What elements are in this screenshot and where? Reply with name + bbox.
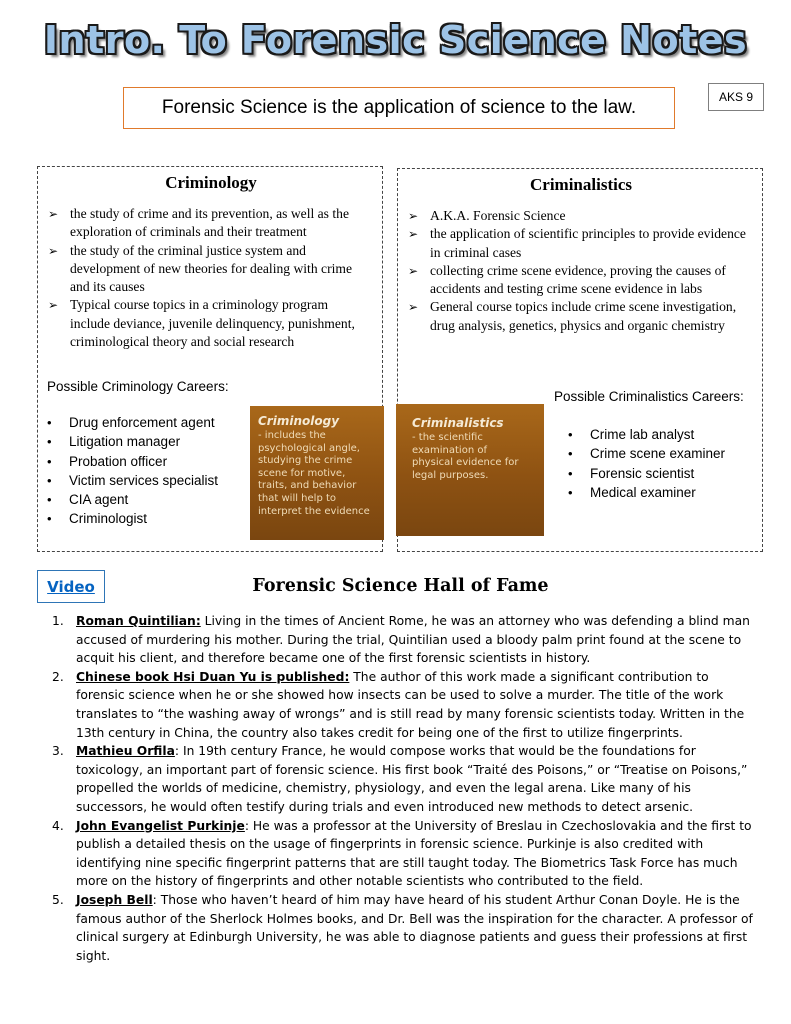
list-item: • Litigation manager — [47, 432, 247, 451]
list-item: 2. Chinese book Hsi Duan Yu is published: The author of this work made a significant contribution to forensic science when he or she showed how insects can be used to solve a murder. The title of the work translates to “the washing away of wrongs” and is still read by many forensic scientists today. Written in the 13th century in China, the country also takes credit for being one of the first to utilize fingerprints. — [52, 669, 745, 740]
fame-name: Roman Quintilian: — [76, 614, 201, 628]
list-item: ➢ the study of the criminal justice system and development of new theories for dealing with crime and its causes — [48, 242, 366, 297]
criminalistics-careers-list — [568, 425, 758, 502]
page-title: Intro. To Forensic Science Notes — [43, 18, 748, 62]
fame-name: John Evangelist Purkinje — [76, 818, 245, 833]
aks-badge: AKS 9 — [708, 83, 764, 111]
list-item: ➢ collecting crime scene evidence, proving the causes of accidents and testing crime scene evidence in labs — [408, 262, 753, 299]
list-item: 5. Joseph Bell: Those who haven’t heard of him may have heard of his student Arthur Conan Doyle. He is the famous author of the Sherlock Holmes books, and Dr. Bell was the inspiration for the character. A professor of clinical surgery at Edinburgh University, he was able to diagnose patients and guess their professions at first sight. — [52, 892, 753, 963]
list-item: • Forensic scientist — [568, 464, 758, 483]
list-item: ➢ A.K.A. Forensic Science — [408, 207, 753, 225]
list-item: • CIA agent — [47, 490, 247, 509]
list-item: • Drug enforcement agent — [47, 413, 247, 432]
list-item: • Probation officer — [47, 452, 247, 471]
criminology-heading: Criminology — [165, 173, 257, 192]
list-item: ➢ General course topics include crime scene investigation, drug analysis, genetics, physics and organic chemistry — [408, 298, 753, 335]
slide-body: - the scientific examination of physical evidence for legal purposes. — [412, 432, 519, 481]
criminalistics-careers-label: Possible Criminalistics Careers: — [554, 389, 744, 404]
list-item: • Medical examiner — [568, 483, 758, 502]
list-item: • Crime lab analyst — [568, 425, 758, 444]
video-link[interactable]: Video — [37, 570, 105, 603]
list-item: • Criminologist — [47, 509, 247, 528]
definition-text: Forensic Science is the application of science to the law. — [161, 97, 637, 118]
slide-title: Criminology — [258, 414, 340, 428]
criminology-slide-image — [250, 406, 384, 540]
criminalistics-heading: Criminalistics — [530, 175, 632, 194]
hall-of-fame-heading: Forensic Science Hall of Fame — [252, 576, 549, 596]
list-item: 4. John Evangelist Purkinje: He was a professor at the University of Breslau in Czechoslovakia and the first to publish a detailed thesis on the usage of fingerprints in forensic science. Purkinje is also credited with identifying nine specific fingerprint patterns that are still taught today. The Biometrics Task Force has much more on the history of fingerprints and other notable scientists who contributed to the field. — [52, 818, 752, 889]
criminalistics-points — [408, 207, 753, 335]
list-item: ➢ Typical course topics in a criminology program include deviance, juvenile delinquency, punishment, criminological theory and social research — [48, 296, 366, 351]
fame-name: Chinese book Hsi Duan Yu is published: — [76, 669, 350, 684]
list-item: ➢ the application of scientific principles to provide evidence in criminal cases — [408, 225, 753, 262]
criminology-careers-label: Possible Criminology Careers: — [47, 379, 229, 394]
list-item: 1. Roman Quintilian: Living in the times of Ancient Rome, he was an attorney who was defending a blind man accused of murdering his mother. During the trial, Quintilian used a bloody palm print found at the scene to acquit his client, and therefore became one of the first forensic scientists in history. — [52, 614, 750, 666]
list-item: • Victim services specialist — [47, 471, 247, 490]
hall-of-fame-list — [52, 612, 756, 965]
list-item: ➢ the study of crime and its prevention, as well as the exploration of criminals and their treatment — [48, 205, 366, 242]
criminology-careers-list — [47, 413, 247, 529]
list-item: 3. Mathieu Orfila: In 19th century France, he would compose works that would be the foundations for toxicology, an important part of forensic science. His first book “Traité des Poisons,” or “Treatise on Poisons,” propelled the worlds of medicine, chemistry, physiology, and even the legal arena. Like many of his successors, he would often testify during trials and even introduced new methods to detect arsenic. — [52, 744, 748, 814]
slide-body: - includes the psychological angle, studying the crime scene for motive, traits, and behavior that will help to interpret the evidence — [258, 430, 370, 517]
slide-title: Criminalistics — [412, 416, 504, 430]
fame-name: Mathieu Orfila — [76, 744, 175, 759]
criminalistics-slide-image — [396, 404, 544, 536]
fame-name: Joseph Bell — [76, 892, 153, 907]
definition-box — [123, 87, 675, 129]
criminology-points — [48, 205, 366, 351]
list-item: • Crime scene examiner — [568, 444, 758, 463]
